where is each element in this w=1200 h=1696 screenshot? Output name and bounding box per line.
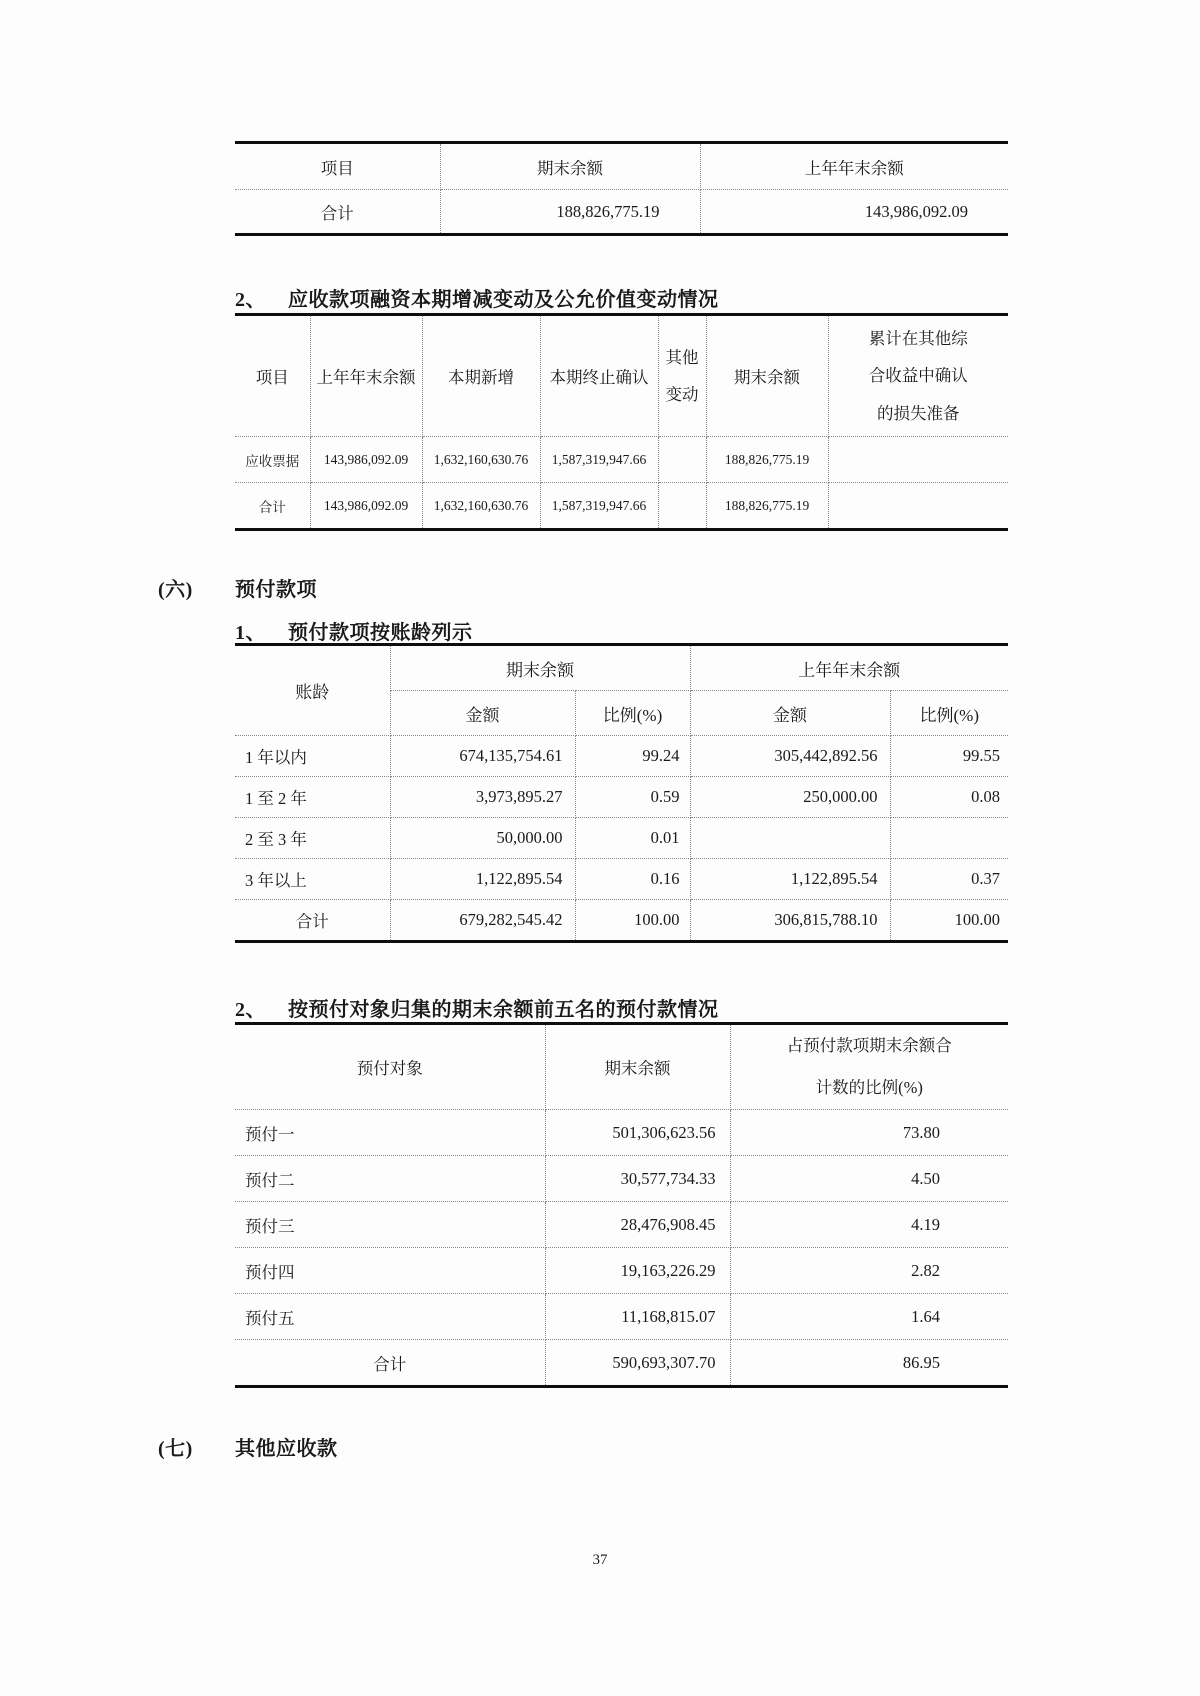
cell-ratio-current: 100.00 — [575, 900, 690, 941]
top5-prepayments-table — [235, 1022, 1008, 1388]
summary-table — [235, 141, 1008, 236]
cell-added: 1,632,160,630.76 — [422, 483, 540, 529]
cell-amount: 19,163,226.29 — [545, 1248, 730, 1294]
cell-ratio: 4.19 — [730, 1202, 1008, 1248]
cell-amount-prior: 306,815,788.10 — [690, 900, 890, 941]
header-ratio-line2: 计数的比例(%) — [815, 1078, 923, 1098]
header-other-line1: 其他 — [665, 347, 699, 367]
aging-table — [235, 643, 1008, 943]
table-row-total — [235, 900, 1008, 941]
section-title: 预付款项 — [235, 579, 317, 601]
cell-amount-current: 674,135,754.61 — [390, 736, 575, 777]
cell-loss — [828, 483, 1008, 529]
cell-ratio: 86.95 — [730, 1340, 1008, 1386]
section-prepayments — [158, 573, 317, 602]
cell-ratio-current: 0.01 — [575, 818, 690, 859]
cell-amount-prior: 305,442,892.56 — [690, 736, 890, 777]
cell-label: 2 至 3 年 — [235, 818, 390, 859]
cell-ending: 188,826,775.19 — [706, 483, 828, 529]
heading-title: 预付款项按账龄列示 — [288, 622, 473, 644]
cell-label: 3 年以上 — [235, 859, 390, 900]
header-item: 项目 — [235, 316, 310, 437]
section-title: 其他应收款 — [235, 1438, 338, 1460]
header-added: 本期新增 — [422, 316, 540, 437]
header-loss-line2: 合收益中确认 — [868, 366, 968, 386]
cell-other — [658, 483, 706, 529]
receivables-financing-table — [235, 313, 1008, 531]
header-ending-balance: 期末余额 — [440, 144, 700, 190]
cell-prior: 143,986,092.09 — [310, 437, 422, 483]
cell-label: 预付四 — [235, 1248, 545, 1294]
section-other-receivables — [158, 1432, 338, 1461]
header-loss-line3: 的损失准备 — [877, 403, 960, 423]
table-group-header-row — [235, 646, 1008, 691]
cell-ratio-current: 0.16 — [575, 859, 690, 900]
cell-label: 1 至 2 年 — [235, 777, 390, 818]
header-other-line2: 变动 — [665, 385, 699, 404]
cell-label: 合计 — [235, 1340, 545, 1386]
cell-ratio-prior: 0.08 — [890, 777, 1008, 818]
table-row-total — [235, 190, 1008, 234]
header-loss-provision — [828, 316, 1008, 437]
header-ratio-current: 比例(%) — [575, 691, 690, 736]
cell-amount-current: 1,122,895.54 — [390, 859, 575, 900]
cell-label: 合计 — [235, 483, 310, 529]
header-ending-balance: 期末余额 — [706, 316, 828, 437]
table-row-prepay-3 — [235, 1202, 1008, 1248]
table-row-total — [235, 483, 1008, 529]
cell-label: 合计 — [235, 900, 390, 941]
cell-amount-prior: 1,122,895.54 — [690, 859, 890, 900]
table-row-prepay-2 — [235, 1156, 1008, 1202]
cell-prior: 143,986,092.09 — [700, 190, 1008, 234]
table-header-row — [235, 1025, 1008, 1110]
table-header-row — [235, 316, 1008, 437]
cell-amount: 28,476,908.45 — [545, 1202, 730, 1248]
table-row-notes-receivable — [235, 437, 1008, 483]
cell-amount-prior — [690, 818, 890, 859]
table-row-total — [235, 1340, 1008, 1386]
cell-loss — [828, 437, 1008, 483]
cell-amount: 30,577,734.33 — [545, 1156, 730, 1202]
heading-title: 按预付对象归集的期末余额前五名的预付款情况 — [288, 999, 719, 1021]
cell-amount-current: 679,282,545.42 — [390, 900, 575, 941]
cell-prior: 143,986,092.09 — [310, 483, 422, 529]
header-target: 预付对象 — [235, 1025, 545, 1110]
cell-label: 预付一 — [235, 1110, 545, 1156]
table-row-prepay-5 — [235, 1294, 1008, 1340]
cell-ratio: 73.80 — [730, 1110, 1008, 1156]
cell-derecognized: 1,587,319,947.66 — [540, 483, 658, 529]
table-row-within-1y — [235, 736, 1008, 777]
heading-number: 2、 — [235, 289, 266, 311]
table-row-prepay-1 — [235, 1110, 1008, 1156]
cell-ratio: 4.50 — [730, 1156, 1008, 1202]
table-row-over-3y — [235, 859, 1008, 900]
heading-number: 2、 — [235, 999, 266, 1021]
cell-amount: 11,168,815.07 — [545, 1294, 730, 1340]
heading-title: 应收款项融资本期增减变动及公允价值变动情况 — [288, 289, 719, 311]
cell-ratio-current: 99.24 — [575, 736, 690, 777]
header-group-ending: 期末余额 — [390, 646, 690, 691]
header-ratio — [730, 1025, 1008, 1110]
cell-ratio-prior: 100.00 — [890, 900, 1008, 941]
cell-ratio: 2.82 — [730, 1248, 1008, 1294]
header-ratio-line1: 占预付款项期末余额合 — [786, 1036, 952, 1055]
cell-amount-prior: 250,000.00 — [690, 777, 890, 818]
section-number: (七) — [158, 1438, 193, 1460]
header-amount-prior: 金额 — [690, 691, 890, 736]
cell-amount: 590,693,307.70 — [545, 1340, 730, 1386]
cell-current: 188,826,775.19 — [440, 190, 700, 234]
table-row-2-3y — [235, 818, 1008, 859]
cell-amount-current: 3,973,895.27 — [390, 777, 575, 818]
table-row-prepay-4 — [235, 1248, 1008, 1294]
cell-ending: 188,826,775.19 — [706, 437, 828, 483]
cell-added: 1,632,160,630.76 — [422, 437, 540, 483]
cell-other — [658, 437, 706, 483]
header-loss-line1: 累计在其他综 — [868, 329, 968, 349]
cell-ratio: 1.64 — [730, 1294, 1008, 1340]
header-aging: 账龄 — [235, 646, 390, 736]
cell-label: 预付二 — [235, 1156, 545, 1202]
table-header-row — [235, 144, 1008, 190]
cell-label: 1 年以内 — [235, 736, 390, 777]
header-derecognized: 本期终止确认 — [540, 316, 658, 437]
cell-ratio-prior — [890, 818, 1008, 859]
header-ratio-prior: 比例(%) — [890, 691, 1008, 736]
cell-label: 预付三 — [235, 1202, 545, 1248]
header-ending-balance: 期末余额 — [545, 1025, 730, 1110]
page-number: 37 — [592, 1552, 608, 1568]
header-other-changes — [658, 316, 706, 437]
table-row-1-2y — [235, 777, 1008, 818]
cell-ratio-prior: 0.37 — [890, 859, 1008, 900]
header-prior-balance: 上年年末余额 — [700, 144, 1008, 190]
cell-amount-current: 50,000.00 — [390, 818, 575, 859]
cell-label: 预付五 — [235, 1294, 545, 1340]
cell-ratio-current: 0.59 — [575, 777, 690, 818]
header-group-prior: 上年年末余额 — [690, 646, 1008, 691]
cell-derecognized: 1,587,319,947.66 — [540, 437, 658, 483]
cell-label: 应收票据 — [235, 437, 310, 483]
cell-ratio-prior: 99.55 — [890, 736, 1008, 777]
section-number: (六) — [158, 579, 193, 601]
header-item: 项目 — [235, 144, 440, 190]
heading-top5-prepayments — [235, 993, 719, 1022]
heading-receivables-financing — [235, 283, 719, 312]
header-prior-balance: 上年年末余额 — [310, 316, 422, 437]
heading-aging — [235, 616, 473, 645]
cell-amount: 501,306,623.56 — [545, 1110, 730, 1156]
cell-label: 合计 — [235, 190, 440, 234]
header-amount-current: 金额 — [390, 691, 575, 736]
heading-number: 1、 — [235, 622, 266, 644]
